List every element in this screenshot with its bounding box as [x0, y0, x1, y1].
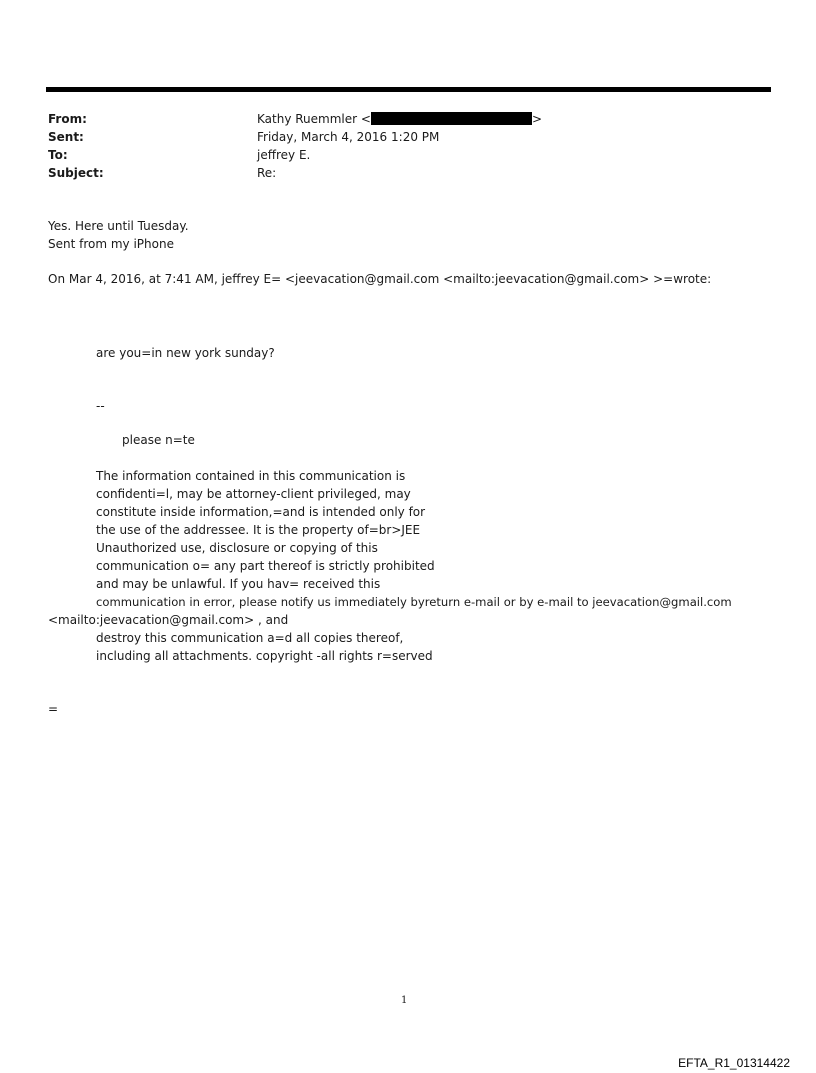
disclaimer-line: including all attachments. copyright -all rights r=served [96, 649, 433, 663]
document-id: EFTA_R1_01314422 [678, 1056, 790, 1070]
disclaimer-line: <mailto:jeevacation@gmail.com> , and [48, 613, 289, 627]
header-divider [46, 87, 771, 92]
disclaimer-line: communication in error, please notify us immediately byreturn e-mail or by e-mail to jeevacation@gmail.com [96, 595, 732, 609]
disclaimer-line: destroy this communication a=d all copies thereof, [96, 631, 404, 645]
sent-value: Friday, March 4, 2016 1:20 PM [257, 130, 440, 144]
subject-value: Re: [257, 166, 277, 180]
disclaimer-line: and may be unlawful. If you hav= received this [96, 577, 381, 591]
from-close-bracket: > [531, 112, 542, 126]
from-name: Kathy Ruemmler < [257, 112, 371, 126]
to-label: To: [48, 148, 68, 162]
sent-label: Sent: [48, 130, 84, 144]
trailing-equals: = [48, 702, 59, 716]
disclaimer-line: communication o= any part thereof is strictly prohibited [96, 559, 435, 573]
page-number: 1 [401, 995, 408, 1006]
from-value [257, 110, 542, 128]
disclaimer-line: the use of the addressee. It is the property of=br>JEE [96, 523, 421, 537]
quoted-question: are you=in new york sunday? [96, 346, 275, 360]
redacted-email-block [371, 112, 532, 125]
from-label: From: [48, 112, 87, 126]
disclaimer-line: The information contained in this communication is [96, 469, 406, 483]
reply-line-2: Sent from my iPhone [48, 237, 174, 251]
please-note: please n=te [122, 433, 195, 447]
subject-label: Subject: [48, 166, 104, 180]
disclaimer-line: confidenti=l, may be attorney-client privileged, may [96, 487, 411, 501]
disclaimer-line: constitute inside information,=and is intended only for [96, 505, 426, 519]
to-value: jeffrey E. [257, 148, 311, 162]
reply-line-1: Yes. Here until Tuesday. [48, 219, 189, 233]
disclaimer-line: Unauthorized use, disclosure or copying of this [96, 541, 378, 555]
signature-separator: -- [96, 399, 105, 413]
quote-intro: On Mar 4, 2016, at 7:41 AM, jeffrey E= <jeevacation@gmail.com <mailto:jeevacation@gmail.com> >=wrote: [48, 272, 712, 286]
